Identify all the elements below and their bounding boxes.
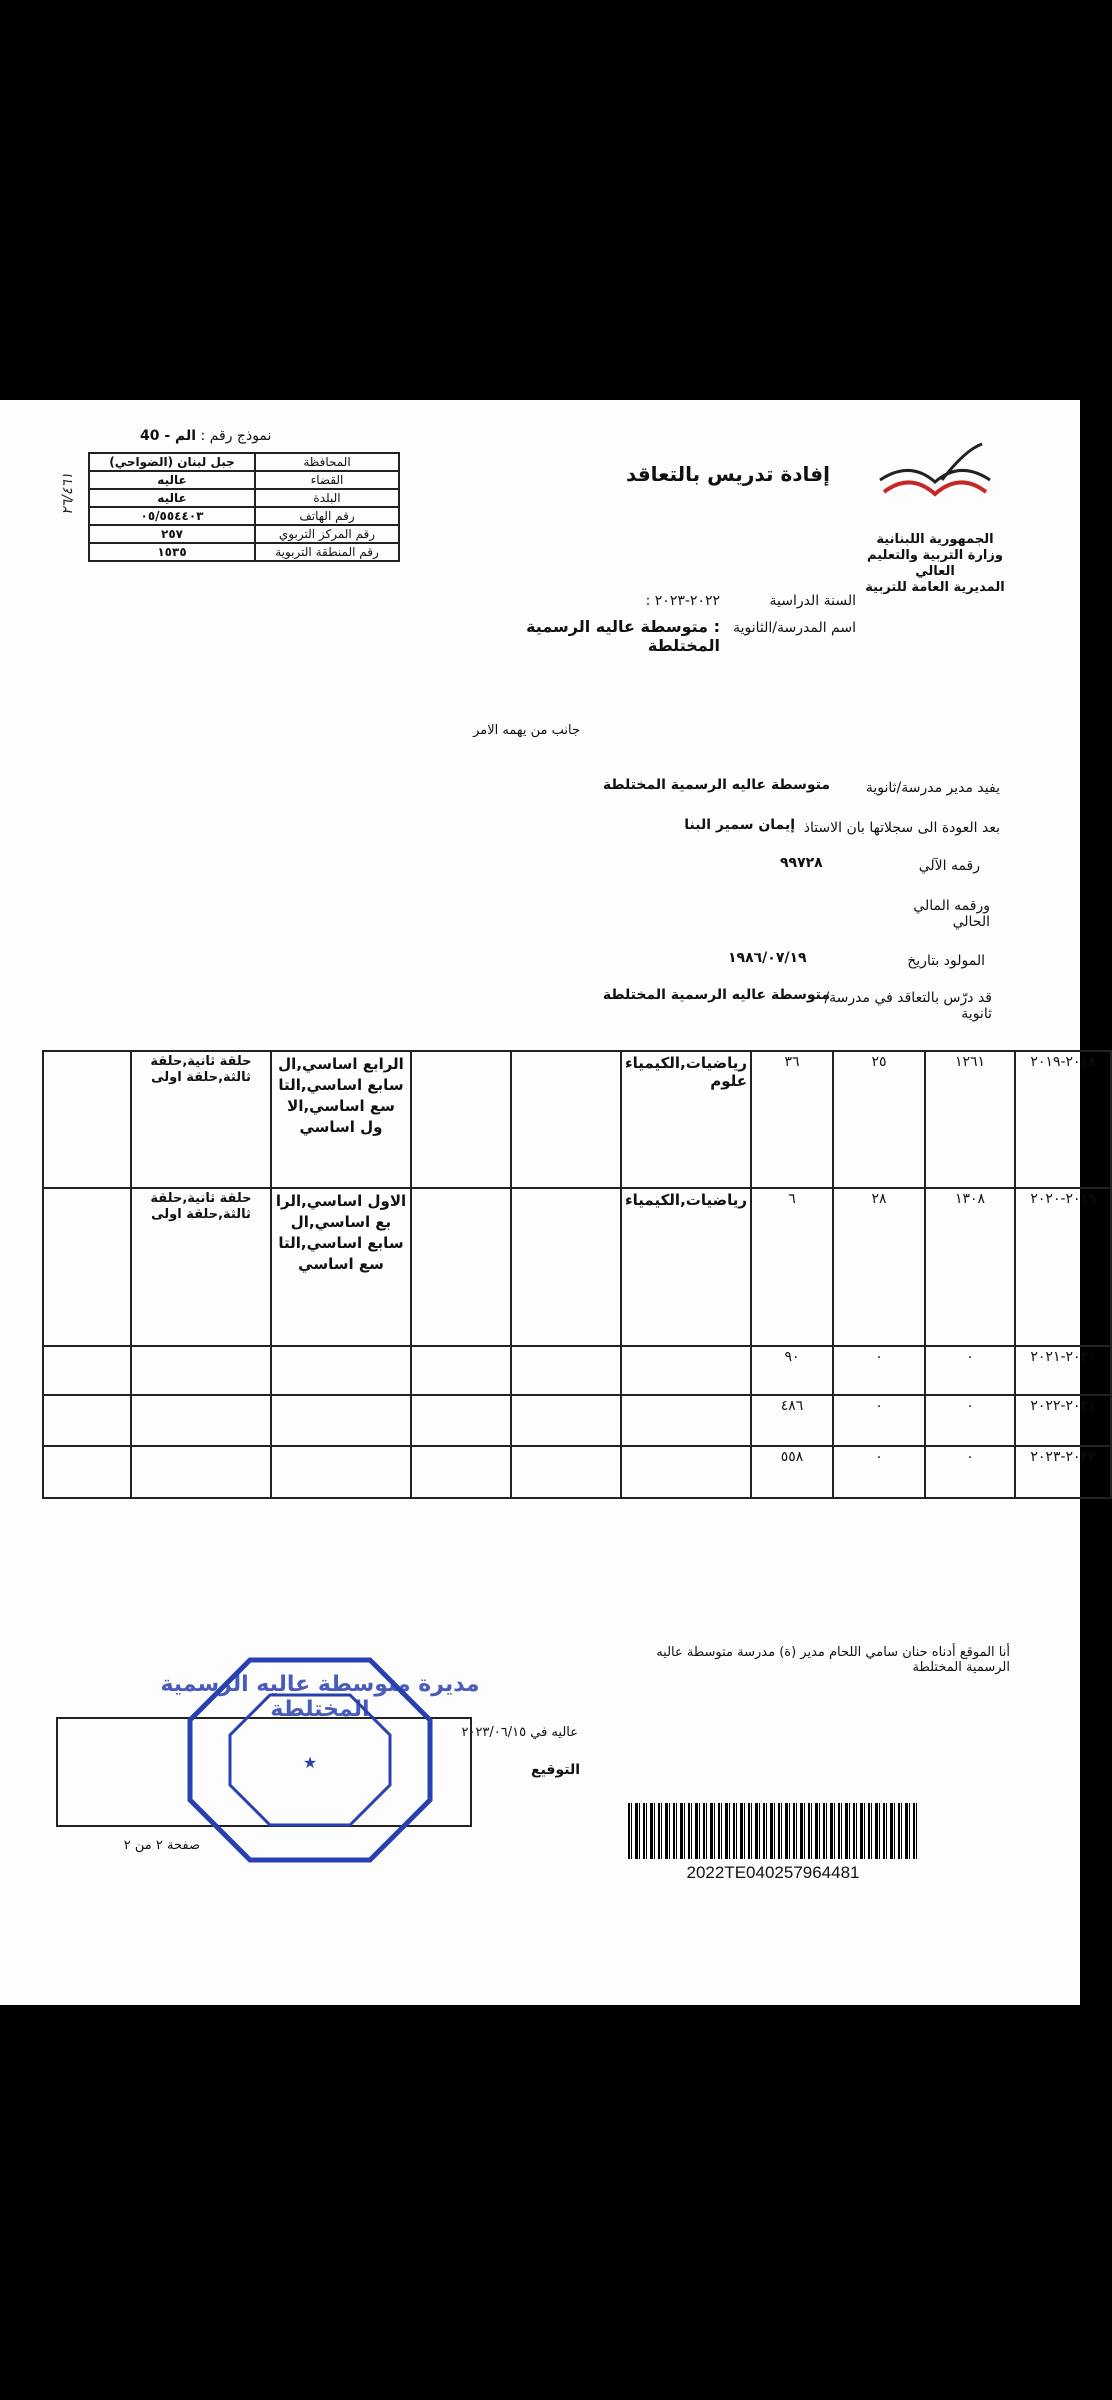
- barcode-number: 2022TE040257964481: [686, 1863, 860, 1882]
- dob-value: ١٩٨٦/٠٧/١٩: [728, 950, 807, 966]
- to-whom-heading: جانب من يهمه الامر: [473, 723, 580, 738]
- director-label: يفيد مدير مدرسة/ثانوية: [865, 780, 1000, 796]
- place-date: عاليه في ٢٠٢٣/٠٦/١٥: [461, 1725, 578, 1740]
- info-row: البلدة عاليه: [89, 489, 399, 507]
- barcode-icon: [628, 1803, 918, 1859]
- school-value: : متوسطة عاليه الرسمية المختلطة: [526, 617, 720, 655]
- table-row: ٢٠٢٢-٢٠٢٣ ٠ ٠ ٥٥٨: [43, 1446, 1111, 1498]
- document-title: إفادة تدريس بالتعاقد: [626, 462, 830, 486]
- school-label: اسم المدرسة/الثانوية: [733, 620, 856, 636]
- auto-number-value: ٩٩٧٢٨: [780, 855, 823, 871]
- taught-label: قد درّس بالتعاقد في مدرسة/ ثانوية: [824, 990, 992, 1022]
- director-school: متوسطة عاليه الرسمية المختلطة: [602, 777, 830, 793]
- table-row: ٢٠١٩-٢٠٢٠ ١٣٠٨ ٢٨ ٦ رياضيات,الكيمياء الاول اساسي,الرا بع اساسي,ال سابع اساسي,التا سع اساسي حلقة ثانية,حلقة ثالثة,حلقة اولى: [43, 1188, 1111, 1346]
- stamp-text: مديرة متوسطة عاليه الرسمية المختلطة: [160, 1672, 480, 1722]
- ministry-name: الجمهورية اللبنانية وزارة التربية والتعليم العالي المديرية العامة للتربية: [865, 532, 1005, 595]
- table-row: ٢٠٢١-٢٠٢٢ ٠ ٠ ٤٨٦: [43, 1395, 1111, 1446]
- ministry-logo-icon: [870, 440, 1000, 510]
- signer-statement: أنا الموقع أدناه حنان سامي اللحام مدير (ة) مدرسة متوسطة عاليه الرسمية المختلطة: [656, 1645, 1010, 1675]
- info-row: القضاء عاليه: [89, 471, 399, 489]
- form-number-code: الم - 40: [140, 428, 197, 444]
- info-row: رقم المنطقة التربوية ١٥٣٥: [89, 543, 399, 561]
- table-row: ٢٠٢٠-٢٠٢١ ٠ ٠ ٩٠: [43, 1346, 1111, 1395]
- info-row: المحافظة جبل لبنان (الضواحي): [89, 453, 399, 471]
- year-value: : ٢٠٢٢-٢٠٢٣: [645, 593, 720, 609]
- financial-number-label: ورقمه المالي الحالي: [913, 898, 990, 930]
- school-info-table: [88, 452, 400, 562]
- handwritten-reference: ٢٦/٤٦١: [60, 472, 76, 515]
- info-row: رقم المركز التربوي ٢٥٧: [89, 525, 399, 543]
- dob-label: المولود بتاريخ: [907, 953, 985, 969]
- table-row: ٢٠١٨-٢٠١٩ ١٢٦١ ٢٥ ٣٦ رياضيات,الكيمياء علوم الرابع اساسي,ال سابع اساسي,التا سع اساسي,الا ول اساسي حلقة ثانية,حلقة ثالثة,حلقة اولى: [43, 1051, 1111, 1188]
- teaching-history-table: [42, 1050, 1112, 1499]
- page-number: صفحة ٢ من ٢: [123, 1838, 200, 1853]
- svg-text:★: ★: [302, 1753, 318, 1772]
- taught-school: متوسطة عاليه الرسمية المختلطة: [602, 987, 830, 1003]
- year-label: السنة الدراسية: [769, 593, 856, 609]
- info-row: رقم الهاتف ٠٥/٥٥٤٤٠٣: [89, 507, 399, 525]
- signature-label: التوقيع: [531, 1762, 580, 1778]
- form-number-label: نموذج رقم :: [200, 428, 272, 444]
- auto-number-label: رقمه الآلي: [918, 858, 980, 874]
- teacher-name: إيمان سمير البنا: [684, 817, 795, 833]
- form-number: [140, 428, 271, 444]
- records-label: بعد العودة الى سجلاتها بان الاستاذ: [803, 820, 1000, 836]
